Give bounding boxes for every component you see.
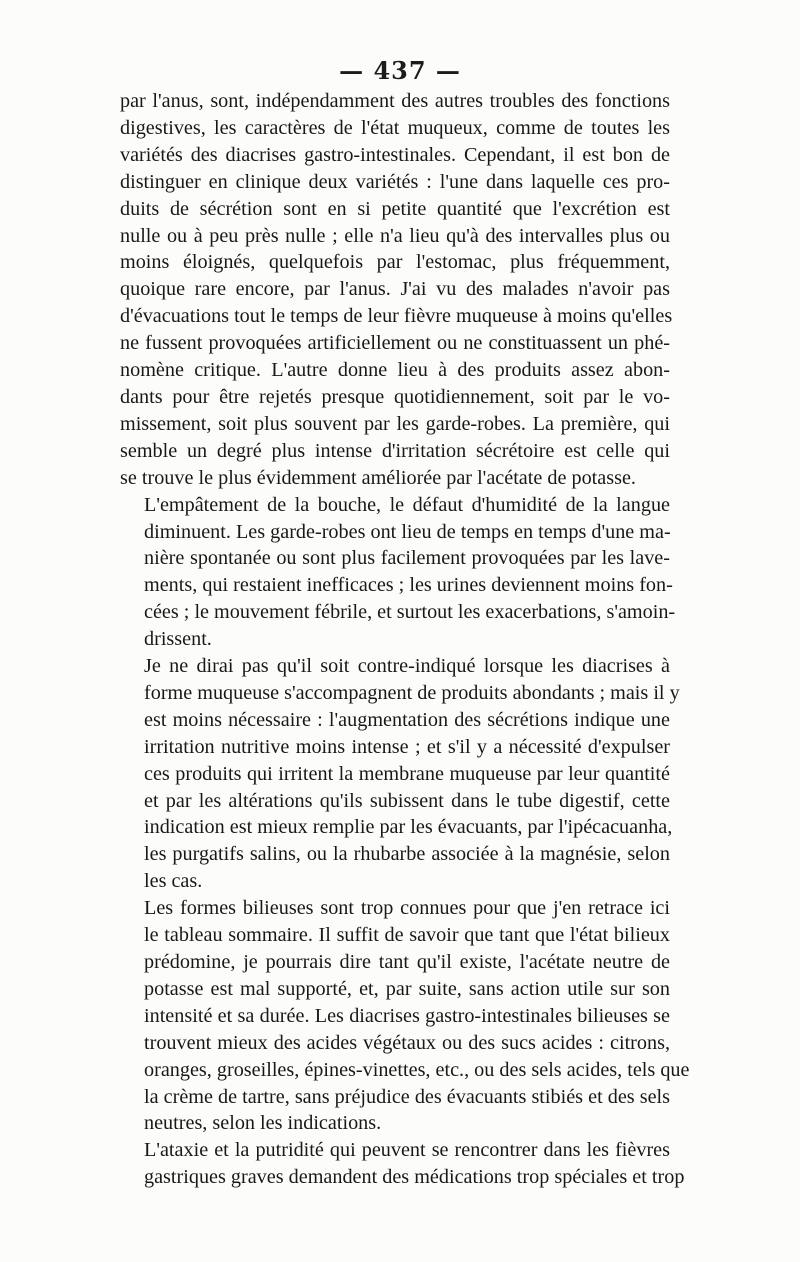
text-line: les purgatifs salins, ou la rhubarbe associée à la magnésie, selon (144, 843, 670, 866)
text-line: gastriques graves demandent des médications trop spéciales et trop (144, 1166, 685, 1189)
text-line: duits de sécrétion sont en si petite quantité que l'excrétion est (120, 197, 670, 220)
text-line: cées ; le mouvement fébrile, et surtout les exacerbations, s'amoin- (144, 601, 676, 624)
text-line: missement, soit plus souvent par les garde-robes. La première, qui (120, 412, 670, 435)
text-line: Je ne dirai pas qu'il soit contre-indiqué lorsque les diacrises à (144, 655, 670, 678)
paragraph (120, 1137, 685, 1191)
text-line: potasse est mal supporté, et, par suite, sans action utile sur son (144, 977, 670, 1000)
text-line: se trouve le plus évidemment améliorée par l'acétate de potasse. (120, 466, 636, 489)
text-line: quoique rare encore, par l'anus. J'ai vu des malades n'avoir pas (120, 278, 670, 301)
text-line: digestives, les caractères de l'état muqueux, comme de toutes les (120, 116, 670, 139)
text-line: irritation nutritive moins intense ; et s'il y a nécessité d'expulser (144, 735, 670, 758)
text-line: d'évacuations tout le temps de leur fièvre muqueuse à moins qu'elles (120, 305, 673, 328)
text-line: est moins nécessaire : l'augmentation des sécrétions indique une (144, 708, 670, 731)
text-line: les cas. (144, 870, 203, 893)
text-line: intensité et sa durée. Les diacrises gastro-intestinales bilieuses se (144, 1004, 670, 1027)
text-line: nière spontanée ou sont plus facilement provoquées par les lave- (144, 547, 670, 570)
page-number: — 437 — (339, 56, 461, 85)
text-line: diminuent. Les garde-robes ont lieu de temps en temps d'une ma- (144, 520, 671, 543)
text-line: trouvent mieux des acides végétaux ou des sucs acides : citrons, (144, 1031, 670, 1054)
text-line: la crème de tartre, sans préjudice des évacuants stibiés et des sels (144, 1085, 670, 1108)
text-line: moins éloignés, quelquefois par l'estomac, plus fréquemment, (120, 251, 670, 274)
text-line: oranges, groseilles, épines-vinettes, etc., ou des sels acides, tels que (144, 1058, 690, 1081)
text-line: neutres, selon les indications. (144, 1112, 382, 1135)
paragraph (120, 492, 676, 653)
text-line: ces produits qui irritent la membrane muqueuse par leur quantité (144, 762, 670, 785)
paragraph (120, 653, 680, 895)
text-line: nulle ou à peu près nulle ; elle n'a lieu qu'à des intervalles plus ou (120, 224, 670, 247)
text-line: variétés des diacrises gastro-intestinales. Cependant, il est bon de (120, 143, 670, 166)
text-line: distinguer en clinique deux variétés : l'une dans laquelle ces pro- (120, 170, 670, 193)
text-line: semble un degré plus intense d'irritation sécrétoire est celle qui (120, 439, 670, 462)
text-line: nomène critique. L'autre donne lieu à des produits assez abon- (120, 359, 670, 382)
text-line: Les formes bilieuses sont trop connues pour que j'en retrace ici (144, 897, 670, 920)
text-line: prédomine, je pourrais dire tant qu'il existe, l'acétate neutre de (144, 951, 670, 973)
text-line: ments, qui restaient inefficaces ; les urines deviennent moins fon- (144, 574, 673, 597)
text-line: par l'anus, sont, indépendamment des autres troubles des fonctions (120, 90, 670, 112)
body-text (120, 88, 690, 1191)
text-line: dants pour être rejetés presque quotidiennement, soit par le vo- (120, 385, 670, 408)
text-line: L'empâtement de la bouche, le défaut d'humidité de la langue (144, 493, 670, 516)
text-line: ne fussent provoquées artificiellement ou ne constituassent un phé- (120, 332, 670, 355)
text-line: drissent. (144, 628, 212, 651)
text-line: L'ataxie et la putridité qui peuvent se rencontrer dans les fièvres (144, 1139, 670, 1162)
text-line: forme muqueuse s'accompagnent de produits abondants ; mais il y (144, 681, 680, 704)
paragraph (120, 895, 690, 1137)
text-line: le tableau sommaire. Il suffit de savoir que tant que l'état bilieux (144, 924, 670, 947)
text-line: et par les altérations qu'ils subissent dans le tube digestif, cette (144, 789, 670, 812)
paragraph (120, 88, 673, 492)
text-line: indication est mieux remplie par les évacuants, par l'ipécacuanha, (144, 816, 673, 839)
